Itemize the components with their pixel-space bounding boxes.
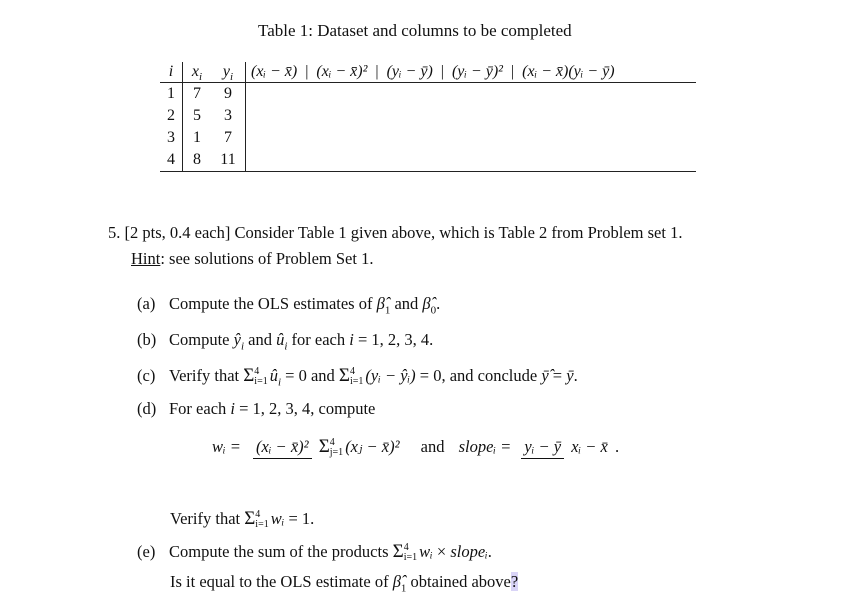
- part-label: (b): [137, 330, 157, 349]
- sum-limits: 4 i=1: [403, 542, 418, 564]
- w-i: wᵢ: [270, 509, 285, 528]
- cell-y: 9: [211, 83, 246, 106]
- slope-lhs: slopeᵢ =: [458, 437, 512, 457]
- part-text: Compute the OLS estimates of: [169, 294, 377, 313]
- part-text: and: [390, 294, 423, 313]
- problem-statement: [108, 223, 682, 243]
- problem-number: 5.: [108, 223, 121, 242]
- cell-blank: [246, 83, 697, 106]
- part-e: [137, 541, 492, 563]
- cell-y: 7: [211, 127, 246, 149]
- part-text: for each: [287, 330, 350, 349]
- y-hat-i: $ŷ_i$: [233, 330, 245, 353]
- header-x-dev-sq: (xᵢ − x̄)²: [316, 63, 368, 80]
- sum-limits: 4 i=1: [254, 366, 268, 388]
- header-y-dev: (yᵢ − ȳ): [386, 63, 433, 80]
- header-y: $y_i$: [211, 62, 246, 83]
- part-text: Is it equal to the OLS estimate of: [170, 572, 393, 591]
- part-text: and: [244, 330, 277, 349]
- part-text: Compute: [169, 330, 234, 349]
- mean-y-hat: ȳ̂: [541, 366, 549, 385]
- header-x: $x_i$: [191, 63, 203, 84]
- beta1-hat: $\betâ_1$: [392, 572, 407, 595]
- part-text: For each: [169, 399, 231, 418]
- cell-i: 3: [160, 127, 183, 149]
- formula-period: .: [614, 437, 620, 457]
- header-i: i: [160, 62, 183, 83]
- header-y-dev-sq: (yᵢ − ȳ)²: [451, 63, 503, 80]
- sum-symbol: Σ: [338, 365, 350, 386]
- cell-i: 4: [160, 149, 183, 172]
- header-sep: |: [440, 63, 444, 80]
- part-text: Compute the sum of the products: [169, 542, 393, 561]
- part-b: [137, 330, 434, 353]
- index-i: i: [230, 399, 235, 418]
- table-header-row: [160, 62, 696, 83]
- cell-y: 3: [211, 105, 246, 127]
- w-fraction: [253, 436, 403, 458]
- part-text: =: [548, 366, 567, 385]
- part-label: (d): [137, 399, 157, 418]
- header-sep: |: [375, 63, 379, 80]
- header-sep: |: [305, 63, 309, 80]
- data-table: [160, 62, 696, 172]
- header-sep: |: [510, 63, 515, 80]
- cell-blank: [246, 149, 697, 172]
- part-text: .: [436, 294, 441, 313]
- part-label: (c): [137, 366, 156, 385]
- beta0-hat: $\betâ_0$: [422, 294, 437, 317]
- sum-limits: 4 i=1: [255, 509, 269, 531]
- cell-x: 7: [193, 85, 201, 102]
- slope-i: slopeᵢ: [450, 542, 488, 561]
- part-text: ×: [432, 542, 451, 561]
- hint-line: [131, 249, 373, 269]
- cell-blank: [246, 105, 697, 127]
- part-d: [137, 399, 375, 419]
- u-hat-i: $û_i$: [276, 330, 288, 353]
- part-text: Verify that: [169, 366, 244, 385]
- sum-symbol: Σ: [244, 508, 256, 529]
- cell-y: 11: [211, 149, 246, 172]
- cell-blank: [246, 127, 697, 149]
- part-text: Verify that: [170, 509, 245, 528]
- mean-y: ȳ: [566, 366, 574, 385]
- cell-x: 8: [193, 151, 201, 168]
- sum-limits: 4 j=1: [329, 437, 344, 459]
- index-i: i: [349, 330, 354, 349]
- part-e-question: [170, 572, 519, 595]
- highlighted-question-mark: ?: [510, 572, 519, 591]
- u-hat-i: $û_i$: [269, 366, 282, 389]
- header-derived-columns: [246, 62, 697, 83]
- weights-and-slope-formula: [212, 436, 619, 458]
- table-row: [160, 105, 696, 127]
- part-text: = 0 and: [281, 366, 339, 385]
- slope-numerator: yᵢ − ȳ: [521, 437, 564, 459]
- w-denominator: Σ 4 j=1 (xⱼ − x̄)²: [318, 436, 400, 459]
- cell-i: 1: [160, 83, 183, 106]
- header-cross-product: (xᵢ − x̄)(yᵢ − ȳ): [522, 63, 615, 80]
- part-a: [137, 294, 441, 317]
- sum-symbol: Σ: [243, 365, 255, 386]
- w-i: wᵢ: [419, 542, 433, 561]
- table-row: [160, 149, 696, 172]
- and-word: and: [420, 437, 445, 457]
- hint-text: : see solutions of Problem Set 1.: [160, 249, 374, 268]
- table-row: [160, 83, 696, 106]
- beta1-hat: $\betâ_1$: [376, 294, 391, 317]
- cell-i: 2: [160, 105, 183, 127]
- hint-label: Hint: [131, 249, 161, 268]
- part-label: (e): [137, 542, 156, 561]
- sum-symbol: Σ: [318, 436, 330, 458]
- header-x-dev: (xᵢ − x̄): [251, 63, 298, 80]
- sum-symbol: Σ: [392, 541, 404, 562]
- part-text: = 1, 2, 3, 4.: [353, 330, 434, 349]
- part-text: obtained above: [406, 572, 511, 591]
- table-caption: Table 1: Dataset and columns to be completed: [258, 21, 572, 40]
- part-text: = 1, 2, 3, 4, compute: [235, 399, 376, 418]
- part-text: = 1.: [284, 509, 315, 528]
- w-numerator: (xᵢ − x̄)²: [253, 437, 312, 459]
- part-label: (a): [137, 294, 156, 313]
- sum-limits: 4 i=1: [349, 366, 364, 388]
- part-c: [137, 365, 578, 387]
- cell-x: 1: [193, 129, 201, 146]
- cell-x: 5: [193, 107, 201, 124]
- table-row: [160, 127, 696, 149]
- slope-denominator: xᵢ − x̄: [571, 437, 608, 457]
- problem-text: [2 pts, 0.4 each] Consider Table 1 given above, which is Table 2 from Problem set 1.: [124, 223, 683, 242]
- w-lhs: wᵢ =: [212, 437, 241, 457]
- verify-weights: [170, 508, 314, 530]
- residual-term: (yᵢ − ŷᵢ): [365, 366, 416, 385]
- part-text: .: [573, 366, 578, 385]
- part-text: = 0, and conclude: [415, 366, 542, 385]
- part-text: .: [487, 542, 492, 561]
- slope-fraction: [521, 437, 610, 457]
